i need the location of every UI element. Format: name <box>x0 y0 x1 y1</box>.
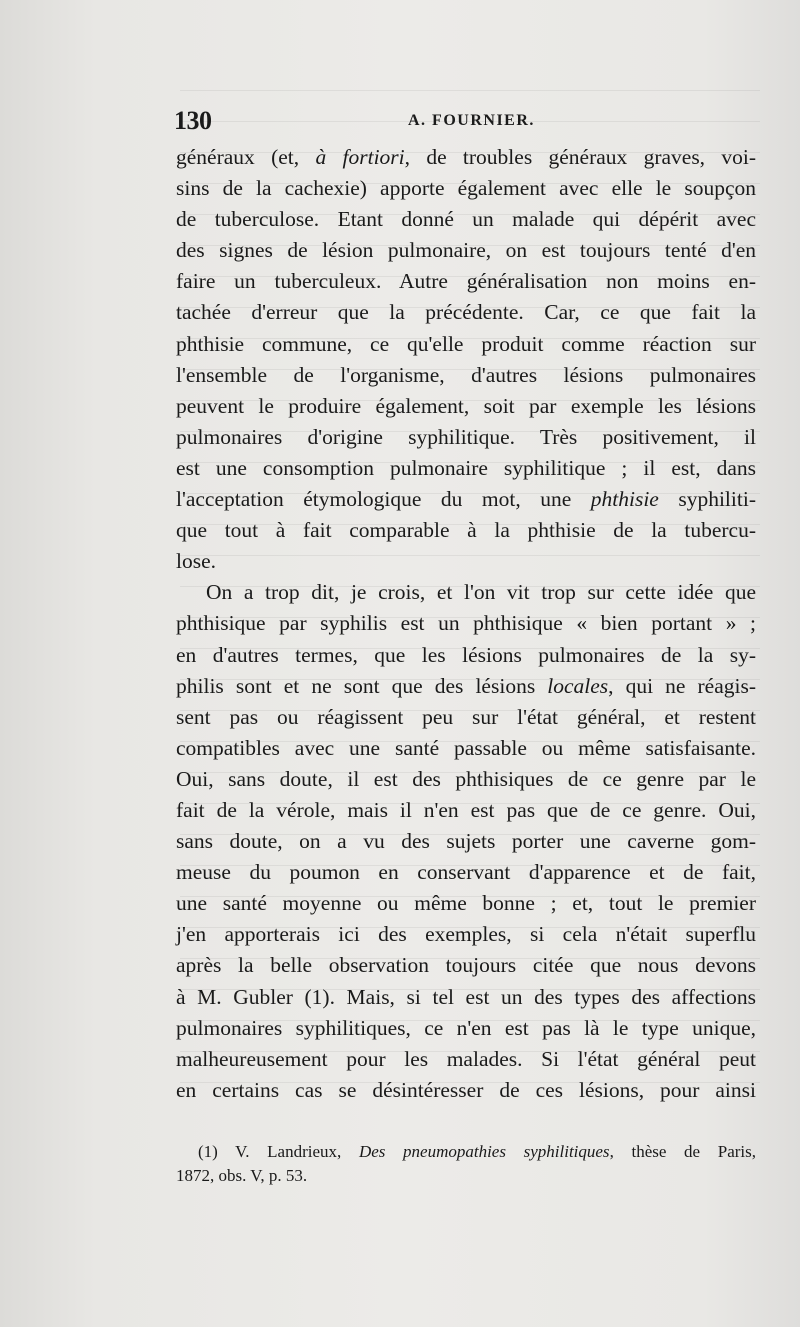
text-line: sent pas ou réagissent peu sur l'état général, et restent <box>176 704 756 729</box>
paragraph <box>176 142 756 577</box>
text-line: que tout à fait comparable à la phthisie de la tubercu- <box>176 518 756 543</box>
paragraph <box>176 577 756 1106</box>
text-line: meuse du poumon en conservant d'apparence et de fait, <box>176 860 756 885</box>
text-line: à M. Gubler (1). Mais, si tel est un des types des affections <box>176 984 756 1009</box>
text-line: une santé moyenne ou même bonne ; et, tout le premier <box>176 891 756 916</box>
text-line: est une consomption pulmonaire syphilitique ; il est, dans <box>176 455 756 480</box>
text-line: j'en apporterais ici des exemples, si cela n'était superflu <box>176 922 756 947</box>
text-line: fait de la vérole, mais il n'en est pas que de ce genre. Oui, <box>176 797 756 822</box>
text-line: compatibles avec une santé passable ou même satisfaisante. <box>176 735 756 760</box>
text-line: des signes de lésion pulmonaire, on est toujours tenté d'en <box>176 238 756 263</box>
text-line: sins de la cachexie) apporte également avec elle le soupçon <box>176 176 756 201</box>
body-text <box>176 142 756 1106</box>
text-line: Oui, sans doute, il est des phthisiques de ce genre par le <box>176 766 756 791</box>
text-line: philis sont et ne sont que des lésions locales, qui ne réagis- <box>176 673 756 698</box>
text-line: pulmonaires syphilitiques, ce n'en est pas là le type unique, <box>176 1015 756 1040</box>
text-line: de tuberculose. Etant donné un malade qui dépérit avec <box>176 207 756 232</box>
text-line: lose. <box>176 549 217 574</box>
text-line: On a trop dit, je crois, et l'on vit trop sur cette idée que <box>206 580 756 605</box>
italic-term: phthisie <box>590 487 659 512</box>
text-line: tachée d'erreur que la précédente. Car, ce que fait la <box>176 300 756 325</box>
text-line: l'acceptation étymologique du mot, une phthisie syphiliti- <box>176 487 756 512</box>
text-line: généraux (et, à fortiori, de troubles généraux graves, voi- <box>176 145 756 169</box>
text-line: phthisique par syphilis est un phthisique « bien portant » ; <box>176 611 756 636</box>
footnote <box>176 1140 756 1188</box>
italic-term: locales <box>547 673 609 698</box>
running-title: A. FOURNIER. <box>408 112 535 129</box>
text-line: phthisie commune, ce qu'elle produit comme réaction sur <box>176 331 756 356</box>
text-line: faire un tuberculeux. Autre généralisation non moins en- <box>176 269 756 294</box>
text-line: après la belle observation toujours citée que nous devons <box>176 953 756 978</box>
italic-title: Des pneumopathies syphilitiques <box>358 1142 610 1161</box>
text-line: peuvent le produire également, soit par exemple les lésions <box>176 393 756 418</box>
text-line: en certains cas se désintéresser de ces lésions, pour ainsi <box>176 1077 756 1102</box>
text-line: en d'autres termes, que les lésions pulmonaires de la sy- <box>176 642 756 667</box>
page-number: 130 <box>174 106 212 135</box>
footnote-line: (1) V. Landrieux, Des pneumopathies syphilitiques, thèse de Paris, <box>198 1142 757 1161</box>
text-line: l'ensemble de l'organisme, d'autres lésions pulmonaires <box>176 362 756 387</box>
text-line: pulmonaires d'origine syphilitique. Très positivement, il <box>176 424 756 449</box>
italic-term: à fortiori <box>315 145 405 169</box>
text-line: malheureusement pour les malades. Si l'état général peut <box>176 1046 756 1071</box>
text-line: sans doute, on a vu des sujets porter une caverne gom- <box>176 829 756 854</box>
footnote-line: 1872, obs. V, p. 53. <box>176 1166 308 1185</box>
running-header <box>174 106 760 140</box>
